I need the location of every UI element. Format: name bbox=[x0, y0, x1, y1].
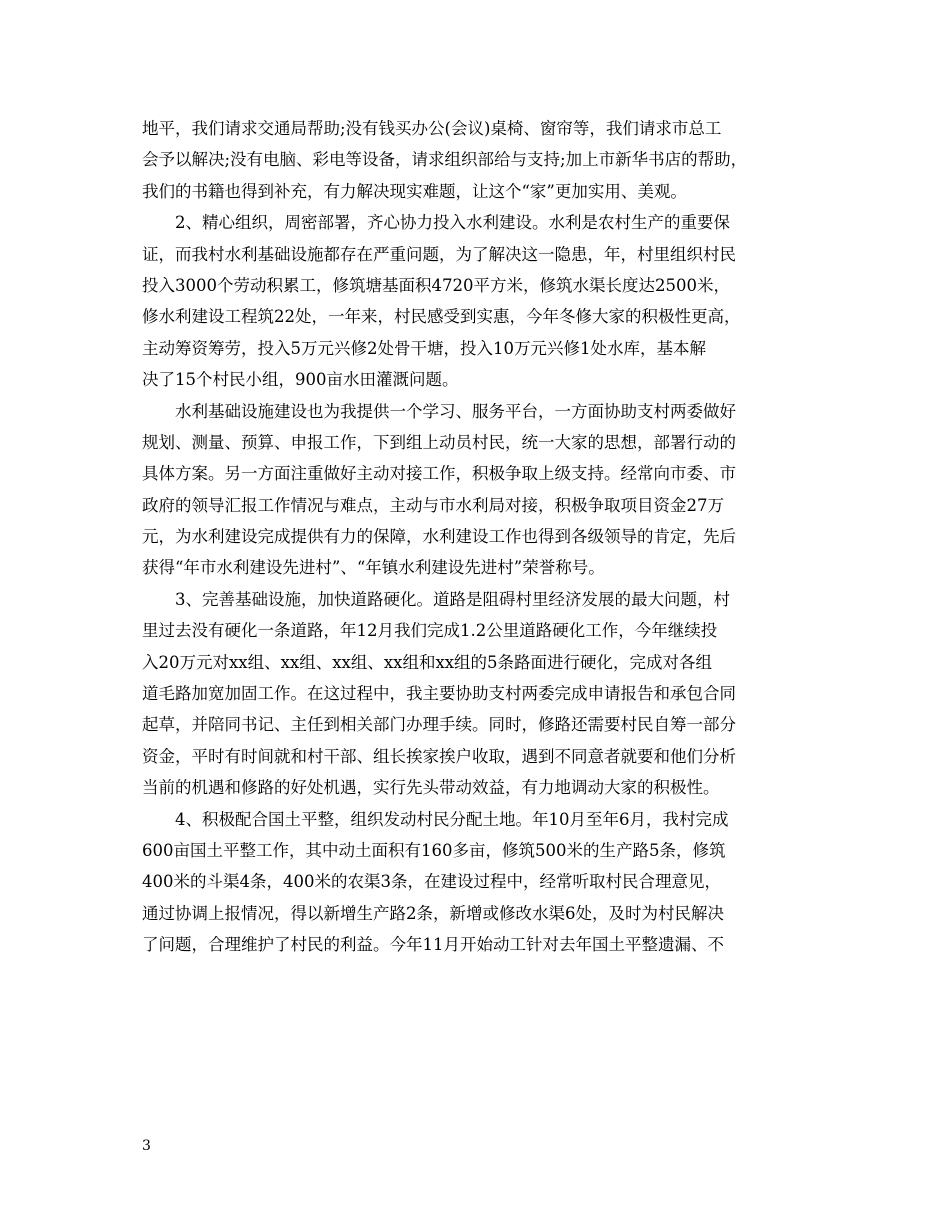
text-line: 400米的斗渠4条，400米的农渠3条，在建设过程中，经常听取村民合理意见， bbox=[142, 872, 721, 892]
text-line: 里过去没有硬化一条道路，年12月我们完成1.2公里道路硬化工作，今年继续投 bbox=[142, 621, 718, 641]
text-line: 入20万元对xx组、xx组、xx组、xx组和xx组的5条路面进行硬化，完成对各组 bbox=[142, 652, 713, 672]
text-line: 资金，平时有时间就和村干部、组长挨家挨户收取，遇到不同意者就要和他们分析 bbox=[142, 746, 736, 766]
text-line: 会予以解决;没有电脑、彩电等设备，请求组织部给与支持;加上市新华书店的帮助， bbox=[142, 150, 748, 170]
paragraph-start-line: 水利基础设施建设也为我提供一个学习、服务平台，一方面协助支村两委做好 bbox=[175, 401, 736, 421]
text-line: 600亩国土平整工作，其中动土面积有160多亩，修筑500米的生产路5条，修筑 bbox=[142, 840, 726, 860]
paragraph-start-line: 4、积极配合国土平整，组织发动村民分配土地。年10月至年6月，我村完成 bbox=[175, 809, 729, 829]
paragraph-start-line: 2、精心组织，周密部署，齐心协力投入水利建设。水利是农村生产的重要保 bbox=[175, 213, 730, 233]
text-line: 具体方案。另一方面注重做好主动对接工作，积极争取上级支持。经常向市委、市 bbox=[142, 464, 736, 484]
page-number: 3 bbox=[142, 1138, 151, 1154]
text-line: 获得“年市水利建设先进村”、“年镇水利建设先进村”荣誉称号。 bbox=[142, 558, 605, 578]
text-line: 修水利建设工程筑22处，一年来，村民感受到实惠，今年冬修大家的积极性更高， bbox=[142, 307, 741, 327]
text-line: 道毛路加宽加固工作。在这过程中，我主要协助支村两委完成申请报告和承包合同 bbox=[142, 684, 736, 704]
text-line: 了问题，合理维护了村民的利益。今年11月开始动工针对去年国土平整遗漏、不 bbox=[142, 935, 724, 955]
text-line: 证，而我村水利基础设施都存在严重问题，为了解决这一隐患，年，村里组织村民 bbox=[142, 244, 736, 264]
text-line: 规划、测量、预算、申报工作，下到组上动员村民，统一大家的思想，部署行动的 bbox=[142, 432, 736, 452]
text-line: 起草，并陪同书记、主任到相关部门办理手续。同时，修路还需要村民自筹一部分 bbox=[142, 715, 736, 735]
text-line: 地平，我们请求交通局帮助;没有钱买办公(会议)桌椅、窗帘等，我们请求市总工 bbox=[142, 119, 722, 138]
text-line: 政府的领导汇报工作情况与难点，主动与市水利局对接，积极争取项目资金27万 bbox=[142, 495, 724, 515]
body-text bbox=[142, 113, 812, 961]
text-line: 元，为水利建设完成提供有力的保障，水利建设工作也得到各级领导的肯定，先后 bbox=[142, 527, 736, 547]
text-line: 决了15个村民小组，900亩水田灌溉问题。 bbox=[142, 370, 459, 390]
text-line: 当前的机遇和修路的好处机遇，实行先头带动效益，有力地调动大家的积极性。 bbox=[142, 778, 720, 798]
text-line: 我们的书籍也得到补充，有力解决现实难题，让这个“家”更加实用、美观。 bbox=[142, 181, 687, 201]
text-line: 通过协调上报情况，得以新增生产路2条，新增或修改水渠6处，及时为村民解决 bbox=[142, 903, 724, 923]
paragraph-start-line: 3、完善基础设施，加快道路硬化。道路是阻碍村里经济发展的最大问题，村 bbox=[175, 589, 730, 609]
text-line: 主动筹资筹劳，投入5万元兴修2处骨干塘，投入10万元兴修1处水库，基本解 bbox=[142, 338, 706, 358]
text-line: 投入3000个劳动积累工，修筑塘基面积4720平方米，修筑水渠长度达2500米， bbox=[142, 275, 730, 295]
